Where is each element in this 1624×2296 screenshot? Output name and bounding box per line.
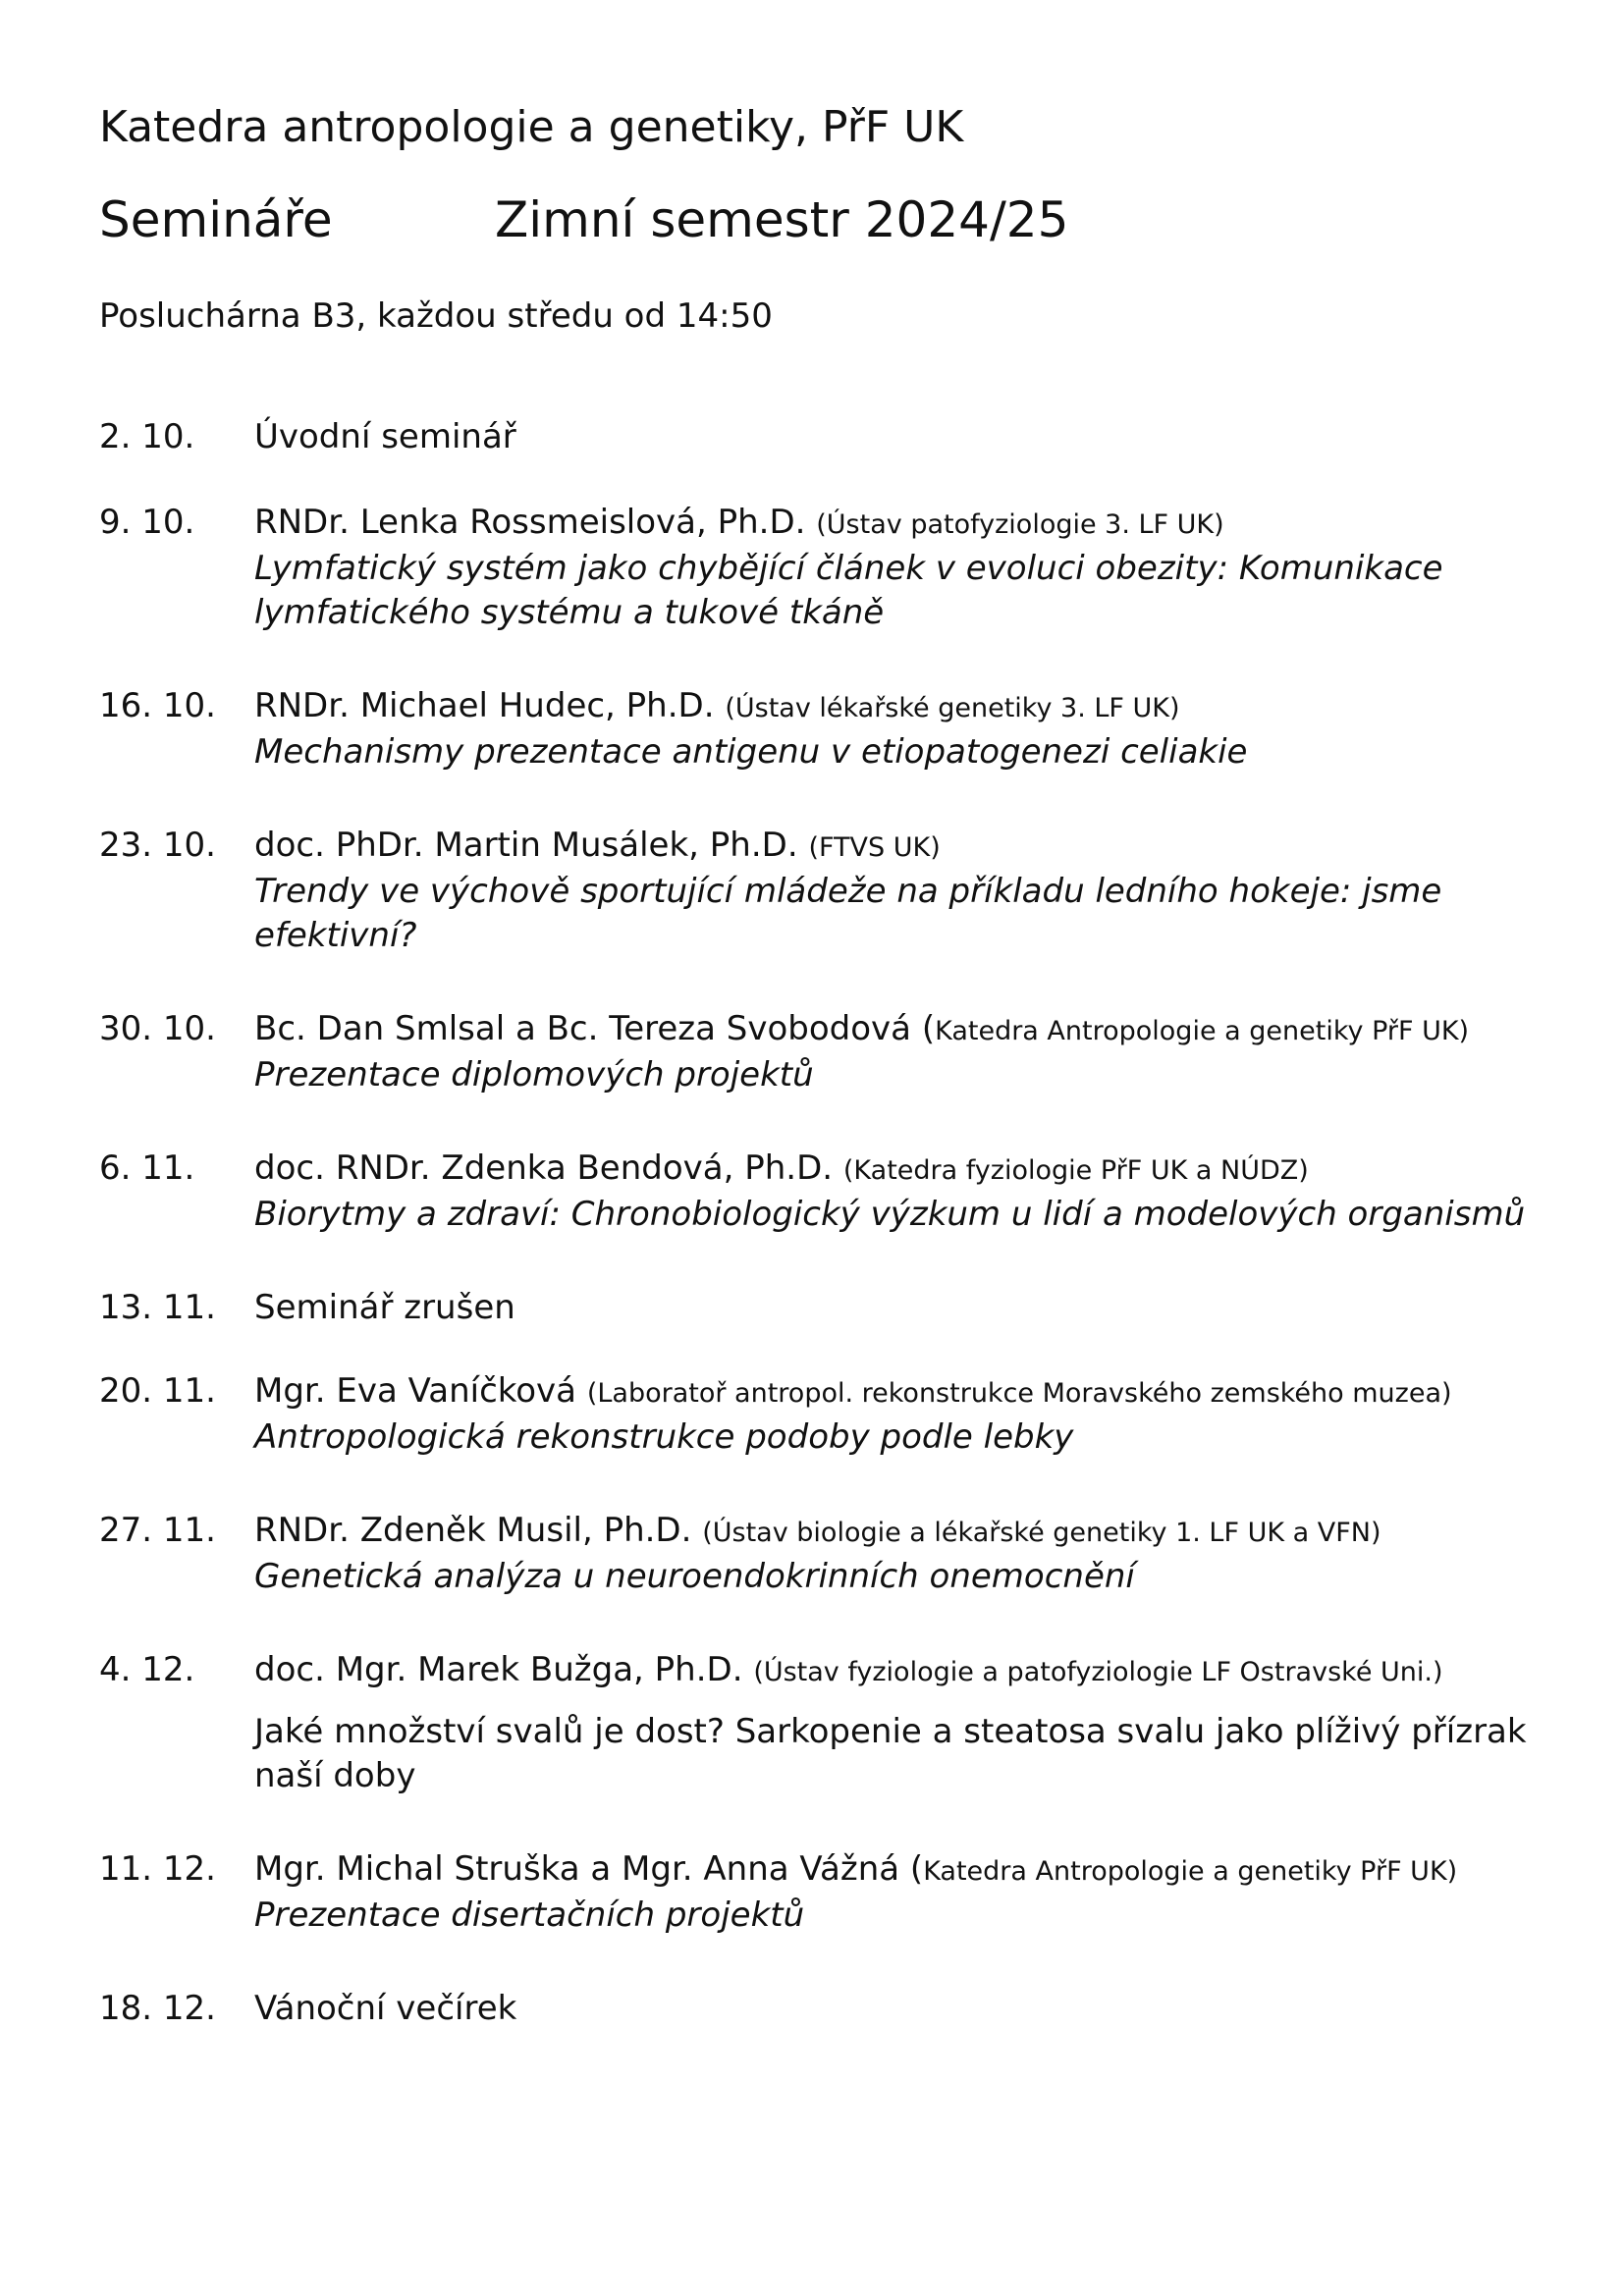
list-item <box>99 1987 1533 2031</box>
entry-topic: Genetická analýza u neuroendokrinních onemocnění <box>254 1557 1135 1596</box>
list-item <box>99 684 1533 774</box>
entry-date: 23. 10. <box>99 826 216 865</box>
entry-speaker: Úvodní seminář <box>254 417 516 456</box>
entry-speaker-line <box>254 501 1533 547</box>
department-heading: Katedra antropologie a genetiky, PřF UK <box>99 102 964 152</box>
entry-date: 4. 12. <box>99 1650 195 1689</box>
semester-title: Zimní semestr 2024/25 <box>495 191 1069 248</box>
entry-speaker-line <box>254 684 1533 730</box>
entry-affiliation: Katedra Antropologie a genetiky PřF UK) <box>935 1016 1470 1046</box>
page <box>99 98 1533 2080</box>
list-item <box>99 1147 1533 1237</box>
entry-speaker-line <box>254 1648 1533 1694</box>
list-item <box>99 415 1533 459</box>
entry-date: 18. 12. <box>99 1989 216 2028</box>
entry-speaker: doc. PhDr. Martin Musálek, Ph.D. <box>254 826 798 865</box>
entry-topic: Mechanismy prezentace antigenu v etiopatogenezi celiakie <box>254 732 1248 772</box>
entry-speaker: RNDr. Lenka Rossmeislová, Ph.D. <box>254 503 806 542</box>
entry-topic: Prezentace disertačních projektů <box>254 1896 805 1935</box>
list-item <box>99 1286 1533 1330</box>
title-row <box>99 188 1533 251</box>
entry-affiliation: (Katedra fyziologie PřF UK a NÚDZ) <box>842 1155 1309 1186</box>
venue-info: Posluchárna B3, každou středu od 14:50 <box>99 296 773 336</box>
entry-affiliation: (Laboratoř antropol. rekonstrukce Moravského zemského muzea) <box>586 1378 1452 1409</box>
page-title: Semináře <box>99 191 333 248</box>
entry-speaker: doc. Mgr. Marek Bužga, Ph.D. <box>254 1650 743 1689</box>
entry-topic: Antropologická rekonstrukce podoby podle lebky <box>254 1417 1074 1457</box>
list-item <box>99 501 1533 635</box>
entry-date: 13. 11. <box>99 1288 216 1327</box>
entry-date: 20. 11. <box>99 1371 216 1411</box>
entry-speaker-line <box>254 1509 1533 1555</box>
entry-affiliation: (Ústav patofyziologie 3. LF UK) <box>816 509 1224 540</box>
list-item <box>99 1369 1533 1460</box>
entry-speaker-line <box>254 824 1533 870</box>
entry-speaker-line <box>254 1007 1533 1053</box>
list-item <box>99 1007 1533 1097</box>
entry-speaker: Seminář zrušen <box>254 1288 515 1327</box>
entry-speaker-line <box>254 1847 1533 1894</box>
entry-date: 2. 10. <box>99 417 195 456</box>
entry-affiliation: (Ústav lékařské genetiky 3. LF UK) <box>725 693 1180 723</box>
entry-topic: Lymfatický systém jako chybějící článek v evoluci obezity: Komunikace lymfatického systému a tukové tkáně <box>254 549 1443 632</box>
list-item <box>99 1509 1533 1599</box>
schedule-list <box>99 415 1533 2031</box>
entry-date: 6. 11. <box>99 1148 195 1188</box>
list-item <box>99 824 1533 958</box>
entry-date: 9. 10. <box>99 503 195 542</box>
entry-speaker: Mgr. Michal Struška a Mgr. Anna Vážná ( <box>254 1849 924 1889</box>
entry-affiliation: (FTVS UK) <box>808 832 941 863</box>
entry-date: 27. 11. <box>99 1511 216 1550</box>
entry-speaker-line <box>254 1369 1533 1415</box>
entry-speaker-line <box>254 1147 1533 1193</box>
entry-topic: Biorytmy a zdraví: Chronobiologický výzkum u lidí a modelových organismů <box>254 1195 1526 1234</box>
entry-affiliation: (Ústav fyziologie a patofyziologie LF Ostravské Uni.) <box>753 1657 1443 1687</box>
entry-date: 30. 10. <box>99 1009 216 1048</box>
entry-speaker: RNDr. Michael Hudec, Ph.D. <box>254 686 715 725</box>
entry-speaker: Vánoční večírek <box>254 1989 517 2028</box>
list-item <box>99 1847 1533 1938</box>
entry-affiliation: (Ústav biologie a lékařské genetiky 1. LF UK a VFN) <box>702 1518 1381 1548</box>
list-item <box>99 1648 1533 1798</box>
entry-topic: Jaké množství svalů je dost? Sarkopenie a steatosa svalu jako plíživý přízrak naší doby <box>254 1712 1527 1795</box>
entry-topic: Trendy ve výchově sportující mládeže na příkladu ledního hokeje: jsme efektivní? <box>254 872 1442 955</box>
entry-date: 16. 10. <box>99 686 216 725</box>
entry-date: 11. 12. <box>99 1849 216 1889</box>
entry-speaker: Bc. Dan Smlsal a Bc. Tereza Svobodová ( <box>254 1009 936 1048</box>
entry-topic: Prezentace diplomových projektů <box>254 1055 814 1095</box>
entry-speaker: doc. RNDr. Zdenka Bendová, Ph.D. <box>254 1148 834 1188</box>
entry-affiliation: Katedra Antropologie a genetiky PřF UK) <box>923 1856 1458 1887</box>
entry-speaker: Mgr. Eva Vaníčková <box>254 1371 577 1411</box>
entry-speaker: RNDr. Zdeněk Musil, Ph.D. <box>254 1511 692 1550</box>
